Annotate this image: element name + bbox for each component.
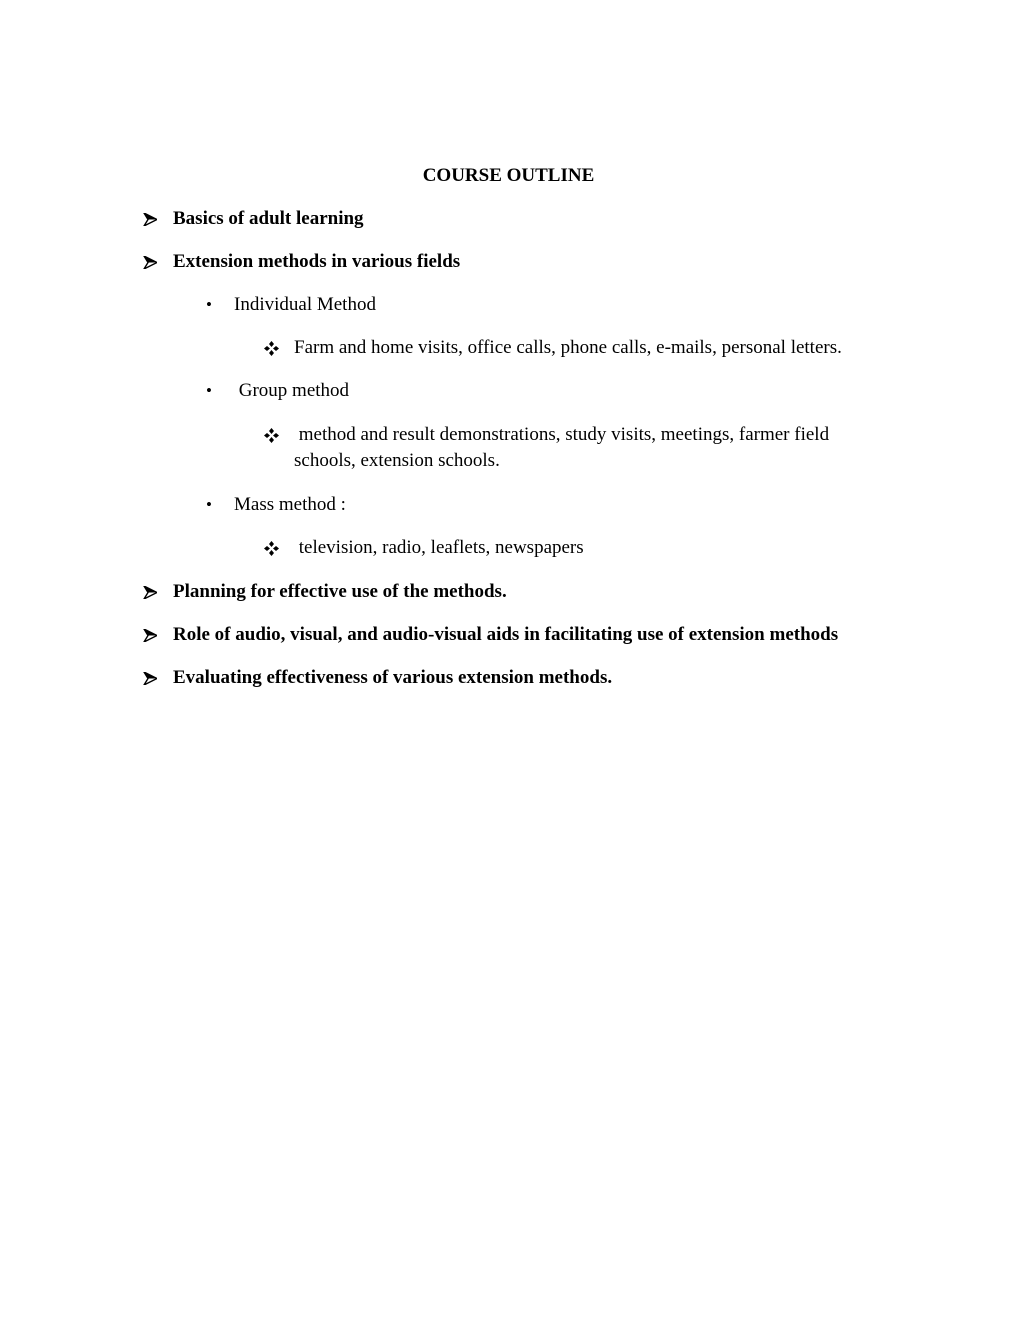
page-title: COURSE OUTLINE <box>422 165 595 186</box>
dot-bullet-icon: • <box>206 381 212 400</box>
outline-item-evaluating: Evaluating effectiveness of various extension methods. <box>173 667 613 688</box>
outline-item-basics: Basics of adult learning <box>173 208 364 229</box>
detail-group-line1: method and result demonstrations, study visits, meetings, farmer field <box>294 424 830 445</box>
detail-mass: television, radio, leaflets, newspapers <box>294 537 584 558</box>
detail-group-line2: schools, extension schools. <box>294 450 500 471</box>
dot-bullet-icon: • <box>206 295 212 314</box>
arrow-bullet-icon <box>143 580 159 604</box>
arrow-bullet-icon <box>143 250 159 274</box>
outline-item-planning: Planning for effective use of the methods. <box>173 581 507 602</box>
diamond-bullet-icon <box>264 536 280 560</box>
arrow-bullet-icon <box>143 207 159 231</box>
diamond-bullet-icon <box>264 336 280 360</box>
subitem-group: Group method <box>234 380 350 401</box>
outline-item-role: Role of audio, visual, and audio-visual aids in facilitating use of extension methods <box>173 624 839 645</box>
outline-item-extension: Extension methods in various fields <box>173 251 461 272</box>
subitem-individual: Individual Method <box>234 294 376 315</box>
subitem-mass: Mass method : <box>234 494 346 515</box>
dot-bullet-icon: • <box>206 495 212 514</box>
detail-individual: Farm and home visits, office calls, phone calls, e-mails, personal letters. <box>294 337 842 358</box>
diamond-bullet-icon <box>264 423 280 447</box>
arrow-bullet-icon <box>143 666 159 690</box>
arrow-bullet-icon <box>143 623 159 647</box>
